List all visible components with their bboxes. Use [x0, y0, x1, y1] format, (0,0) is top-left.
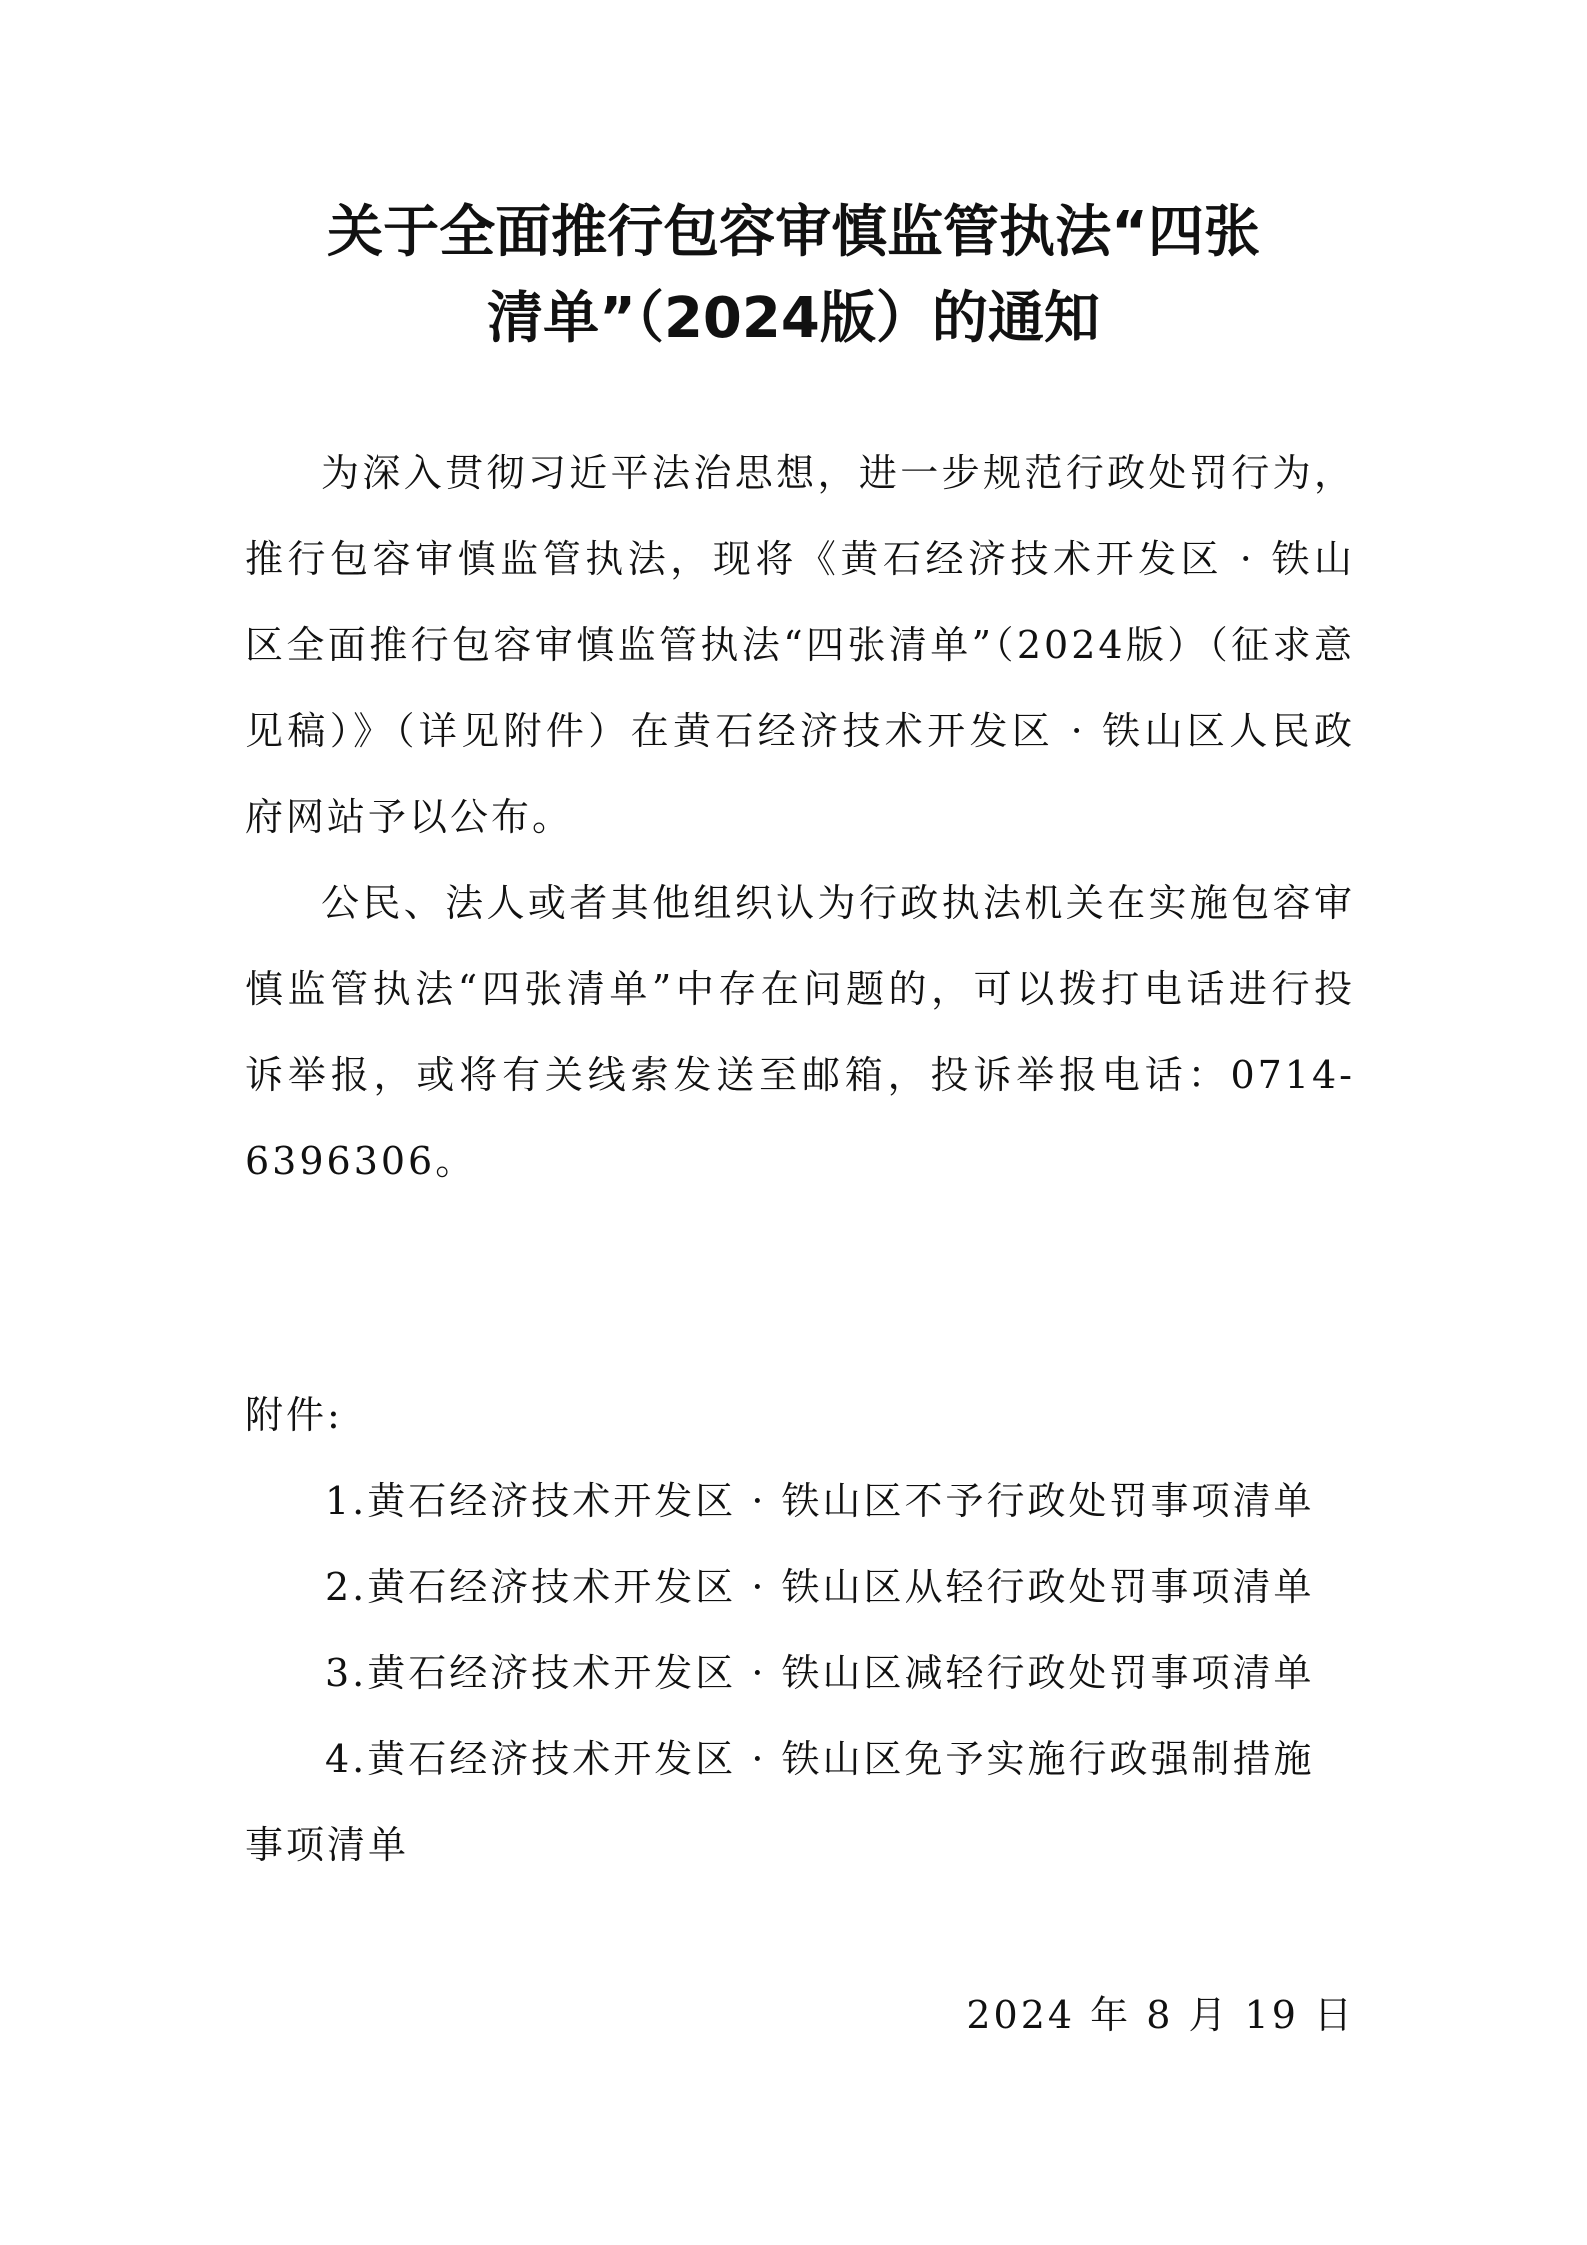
- document-body: [245, 430, 1355, 1204]
- document-date: 2024 年 8 月 19 日: [966, 1993, 1355, 2037]
- attachment-item-1: 1.黄石经济技术开发区 · 铁山区不予行政处罚事项清单: [325, 1479, 1315, 1523]
- attachments-section: [245, 1372, 1355, 1888]
- title-line-2: 清单”（2024版）的通知: [487, 286, 1100, 351]
- attachments-label: 附件:: [245, 1393, 343, 1437]
- title-line-1: 关于全面推行包容审慎监管执法“四张: [327, 200, 1260, 265]
- attachment-item-4: 4.黄石经济技术开发区 · 铁山区免予实施行政强制措施事项清单: [245, 1737, 1315, 1867]
- body-paragraph-1: 为深入贯彻习近平法治思想，进一步规范行政处罚行为，推行包容审慎监管执法，现将《黄石经济技术开发区 · 铁山区全面推行包容审慎监管执法“四张清单”（2024版）（征求意见稿）》（详见附件）在黄石经济技术开发区 · 铁山区人民政府网站予以公布。: [245, 451, 1355, 839]
- attachment-item-3: 3.黄石经济技术开发区 · 铁山区减轻行政处罚事项清单: [325, 1651, 1315, 1695]
- body-paragraph-2: 公民、法人或者其他组织认为行政执法机关在实施包容审慎监管执法“四张清单”中存在问题的，可以拨打电话进行投诉举报，或将有关线索发送至邮箱，投诉举报电话：0714-6396306。: [245, 881, 1355, 1183]
- document-title: [0, 190, 1587, 362]
- attachment-item-2: 2.黄石经济技术开发区 · 铁山区从轻行政处罚事项清单: [325, 1565, 1315, 1609]
